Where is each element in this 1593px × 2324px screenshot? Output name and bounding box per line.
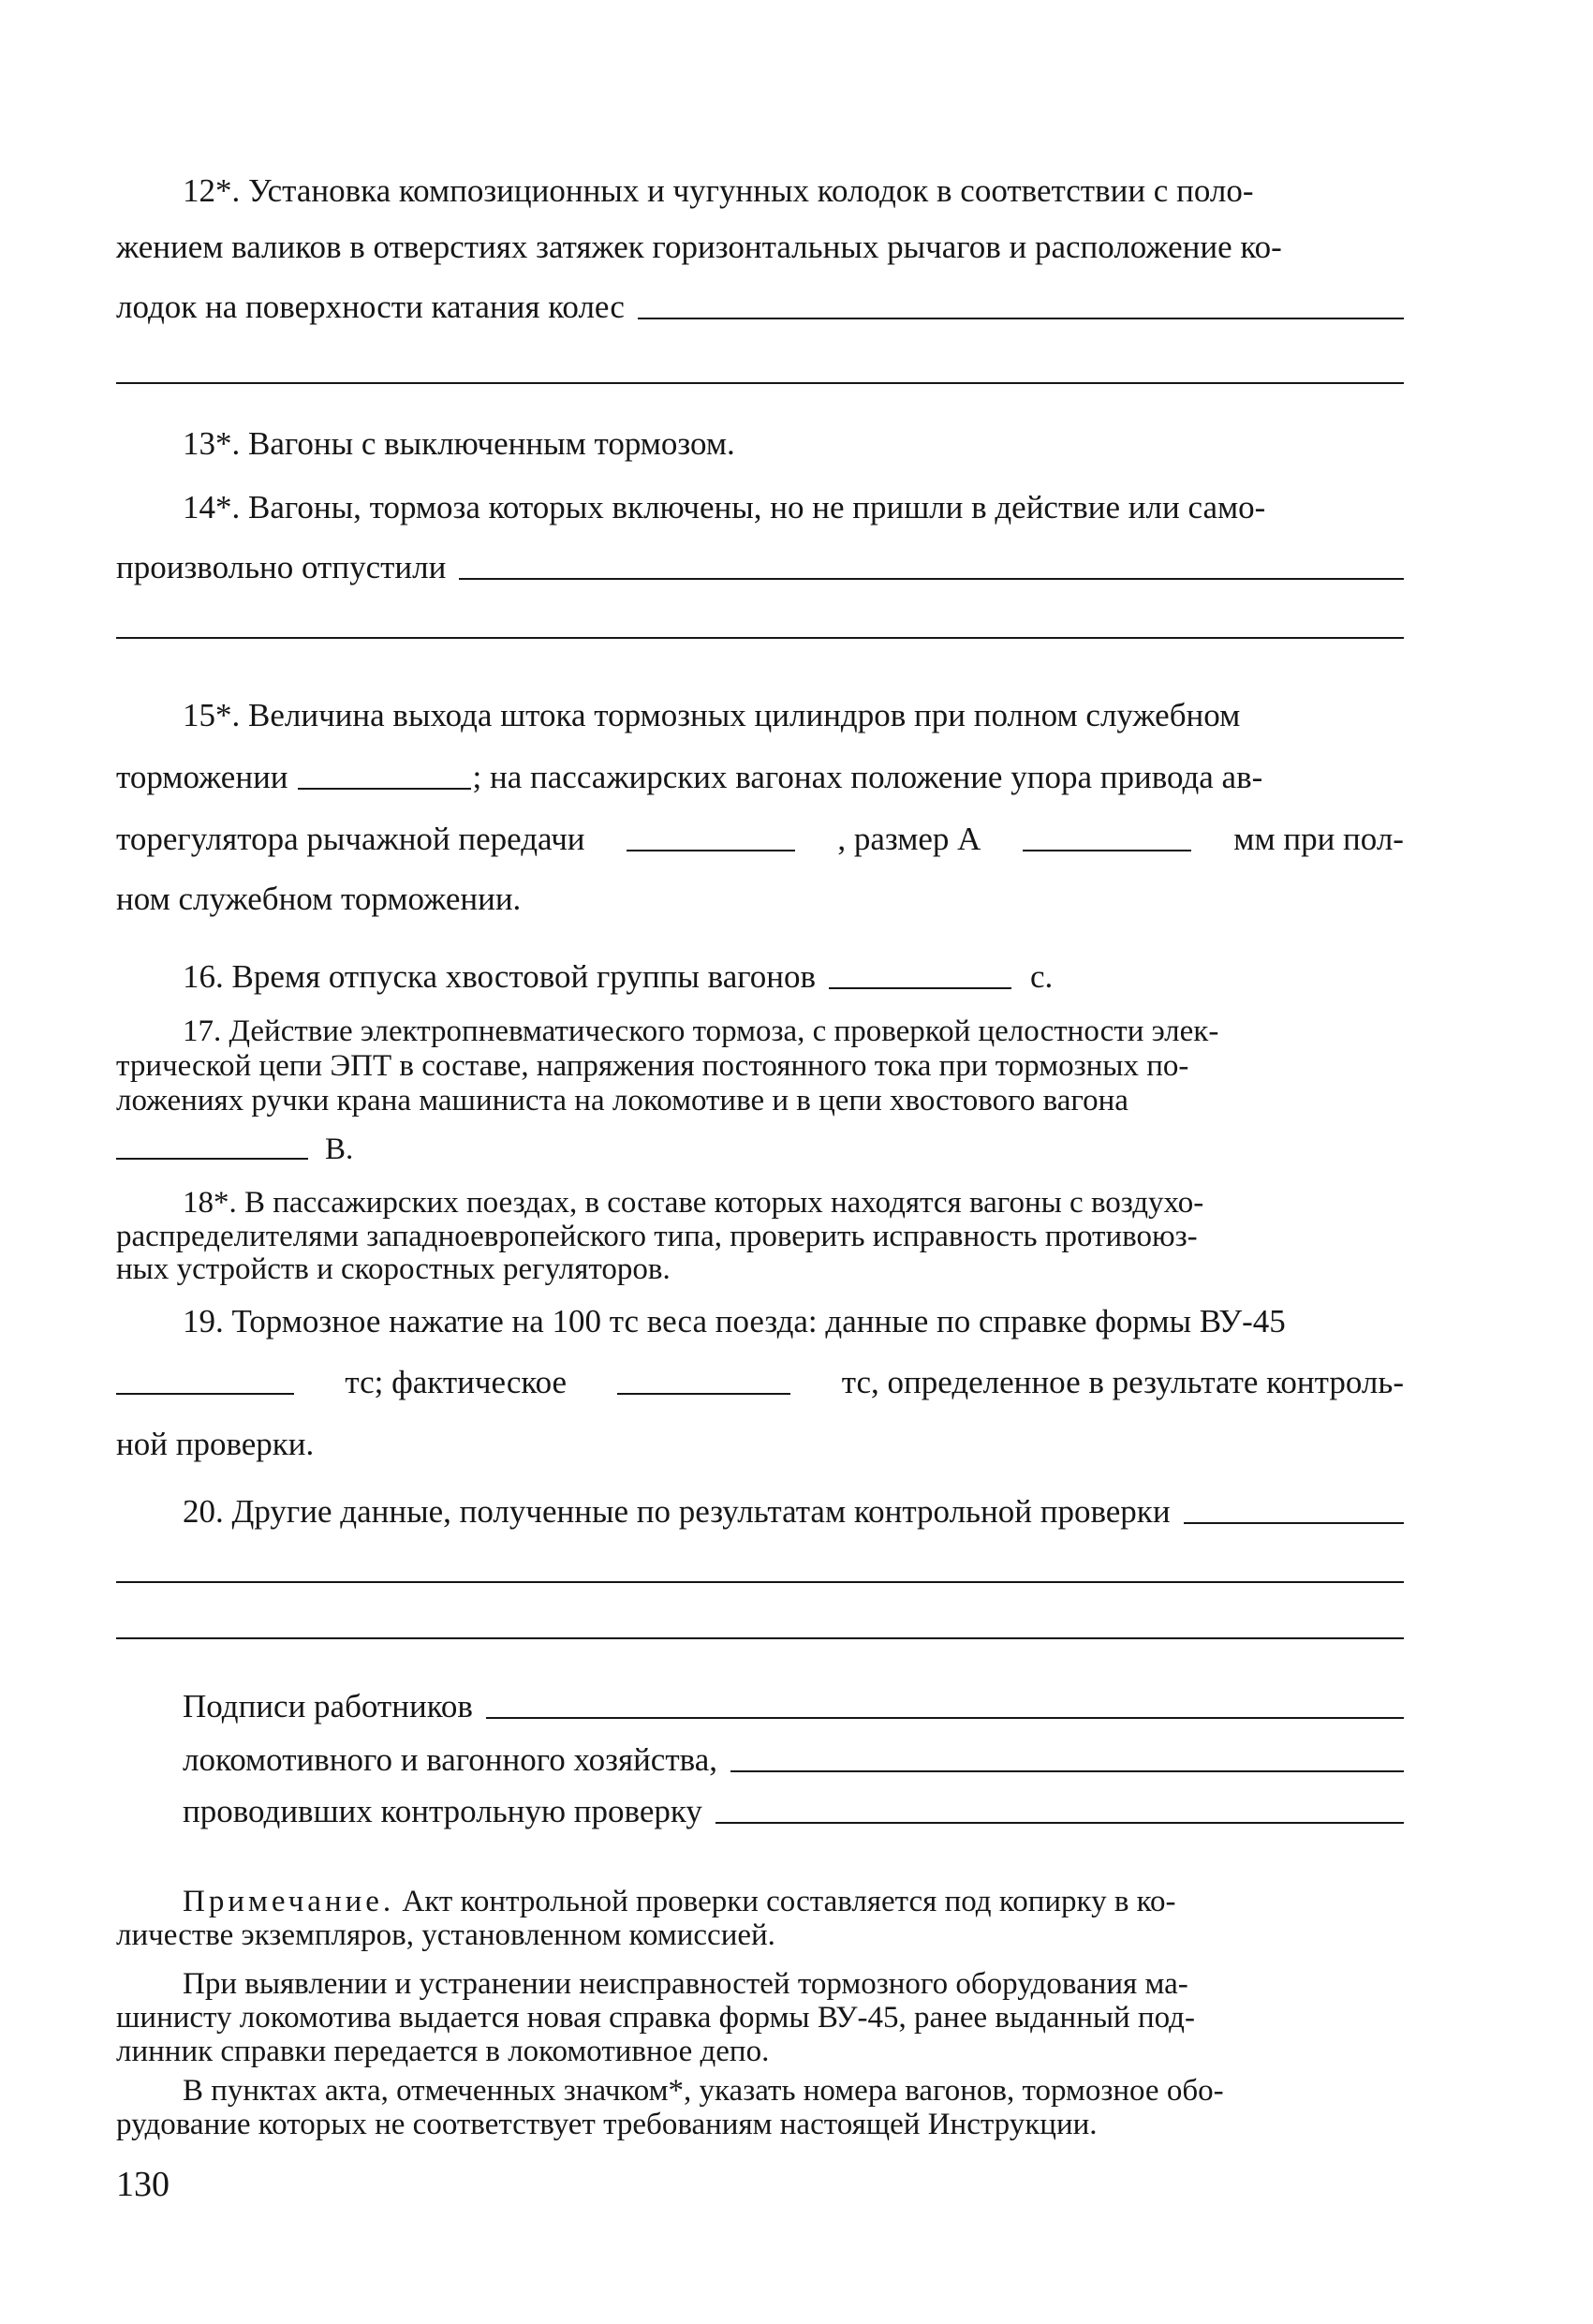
item-15-line-1: 15*. Величина выхода штока тормозных цилиндров при полном служебном bbox=[183, 697, 1241, 733]
item-19-line-3: ной проверки. bbox=[116, 1426, 315, 1462]
item-14-line-1: 14*. Вагоны, тормоза которых включены, но не пришли в действие или само- bbox=[183, 489, 1266, 525]
item-12-blank[interactable] bbox=[638, 318, 1404, 319]
note-line-4: шинисту локомотива выдается новая справка формы ВУ-45, ранее выданный под- bbox=[116, 2001, 1195, 2035]
item-17-line-4 bbox=[116, 1131, 353, 1168]
signatures-label-3: проводивших контрольную проверку bbox=[183, 1793, 702, 1829]
signature-blank-2[interactable] bbox=[730, 1770, 1404, 1772]
item-20-extra-line-1[interactable] bbox=[116, 1581, 1404, 1583]
signatures-label-2: локомотивного и вагонного хозяйства, bbox=[183, 1741, 717, 1778]
item-15-line-2a: торможении bbox=[116, 759, 288, 795]
item-15-line-2 bbox=[116, 757, 1262, 798]
size-a-blank[interactable] bbox=[1023, 850, 1191, 851]
note-line-2: личестве экземпляров, установленном комиссией. bbox=[116, 1918, 775, 1952]
item-15-line-3 bbox=[116, 819, 1404, 860]
item-15-line-3c: мм при пол- bbox=[1233, 821, 1404, 857]
note-line-5: линник справки передается в локомотивное депо. bbox=[116, 2035, 770, 2068]
item-17-line-3: ложениях ручки крана машиниста на локомотиве и в цепи хвостового вагона bbox=[116, 1084, 1128, 1118]
item-15-line-3b: , размер А bbox=[837, 821, 981, 857]
signatures-line-3 bbox=[183, 1791, 1404, 1832]
item-18-line-2: распределителями западноевропейского типа, проверить исправность противоюз- bbox=[116, 1220, 1198, 1253]
note-line-1 bbox=[183, 1883, 1176, 1920]
note-label: Примечание. bbox=[183, 1885, 395, 1918]
signature-blank-3[interactable] bbox=[715, 1822, 1404, 1824]
item-15-line-2b: ; на пассажирских вагонах положение упора привода ав- bbox=[472, 759, 1263, 795]
item-17-line-2: трической цепи ЭПТ в составе, напряжения постоянного тока при тормозных по- bbox=[116, 1049, 1189, 1083]
item-12-line-1: 12*. Установка композиционных и чугунных колодок в соответствии с поло- bbox=[183, 172, 1254, 209]
item-20-extra-line-2[interactable] bbox=[116, 1637, 1404, 1639]
signature-blank-1[interactable] bbox=[486, 1717, 1404, 1719]
item-16 bbox=[183, 956, 1053, 998]
note-p1a: Акт контрольной проверки составляется под копирку в ко- bbox=[402, 1885, 1176, 1918]
signatures-line-2 bbox=[183, 1739, 1404, 1781]
release-time-blank[interactable] bbox=[829, 987, 1011, 989]
item-14-extra-line[interactable] bbox=[116, 637, 1404, 639]
item-15-line-4: ном служебном торможении. bbox=[116, 881, 522, 917]
voltage-blank[interactable] bbox=[116, 1158, 308, 1160]
page-number: 130 bbox=[116, 2165, 170, 2204]
item-17-line-1: 17. Действие электропневматического тормоза, с проверкой целостности элек- bbox=[183, 1014, 1219, 1048]
item-20-text: 20. Другие данные, полученные по результатам контрольной проверки bbox=[183, 1493, 1171, 1530]
item-17-unit: В. bbox=[325, 1132, 354, 1166]
item-20 bbox=[183, 1491, 1404, 1532]
item-12-line-3-text: лодок на поверхности катания колес bbox=[116, 289, 625, 325]
item-19-line-2 bbox=[116, 1362, 1404, 1403]
item-14-line-2 bbox=[116, 547, 1404, 588]
reference-pressure-blank[interactable] bbox=[116, 1393, 294, 1395]
item-16-unit: с. bbox=[1030, 958, 1054, 995]
stop-position-blank[interactable] bbox=[627, 850, 795, 851]
note-line-7: рудование которых не соответствует требованиям настоящей Инструкции. bbox=[116, 2108, 1098, 2141]
item-12-extra-line[interactable] bbox=[116, 382, 1404, 384]
item-19-line-2b: тс, определенное в результате контроль- bbox=[841, 1364, 1404, 1400]
item-12-line-3 bbox=[116, 287, 1404, 328]
item-20-blank[interactable] bbox=[1184, 1522, 1404, 1524]
item-19-line-2a: тс; фактическое bbox=[345, 1364, 568, 1400]
actual-pressure-blank[interactable] bbox=[617, 1393, 790, 1395]
braking-stroke-blank[interactable] bbox=[298, 788, 471, 790]
item-19-line-1: 19. Тормозное нажатие на 100 тс веса поезда: данные по справке формы ВУ-45 bbox=[183, 1303, 1286, 1340]
note-line-6: В пунктах акта, отмеченных значком*, указать номера вагонов, тормозное обо- bbox=[183, 2074, 1224, 2108]
note-line-3: При выявлении и устранении неисправностей тормозного оборудования ма- bbox=[183, 1967, 1188, 2001]
item-12-line-2: жением валиков в отверстиях затяжек горизонтальных рычагов и расположение ко- bbox=[116, 229, 1282, 265]
item-15-line-3a: торегулятора рычажной передачи bbox=[116, 821, 585, 857]
item-18-line-3: ных устройств и скоростных регуляторов. bbox=[116, 1252, 671, 1286]
item-13: 13*. Вагоны с выключенным тормозом. bbox=[183, 425, 735, 462]
signatures-label-1: Подписи работников bbox=[183, 1688, 473, 1724]
item-16-text: 16. Время отпуска хвостовой группы вагонов bbox=[183, 958, 816, 995]
signatures-line-1 bbox=[183, 1686, 1404, 1727]
item-18-line-1: 18*. В пассажирских поездах, в составе которых находятся вагоны с воздухо- bbox=[183, 1186, 1204, 1220]
item-14-line-2-text: произвольно отпустили bbox=[116, 549, 447, 585]
item-14-blank[interactable] bbox=[459, 578, 1404, 580]
